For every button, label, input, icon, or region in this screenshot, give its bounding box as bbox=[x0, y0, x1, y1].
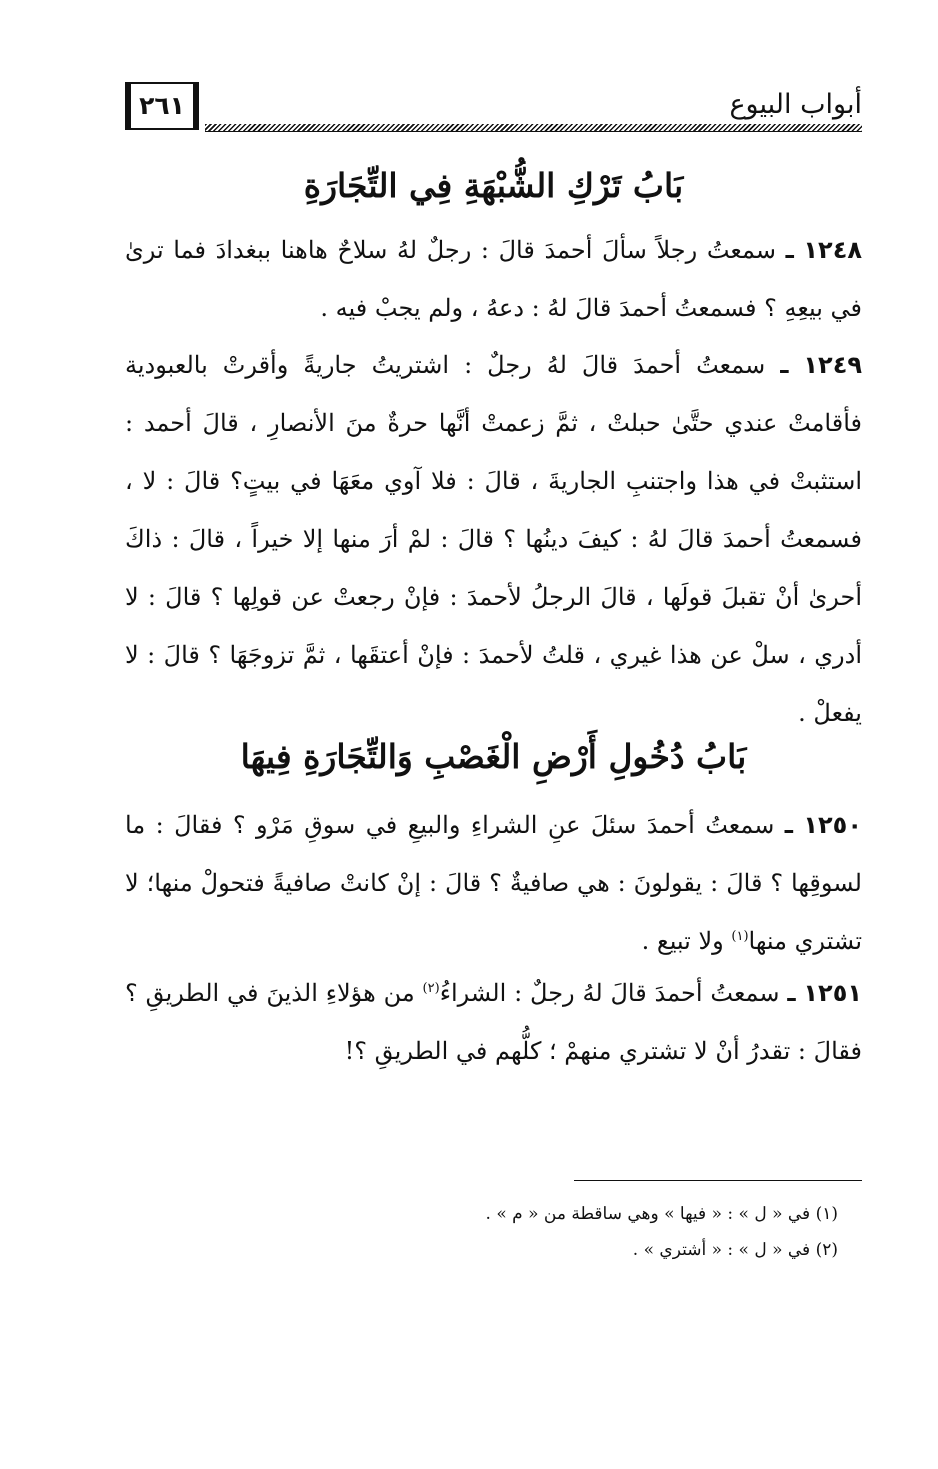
page-number: ٢٦١ bbox=[139, 91, 185, 120]
number-dash: ـ bbox=[787, 979, 796, 1007]
hadith-text: سمعتُ رجلاً سألَ أحمدَ قالَ : رجلٌ لهُ سلاحٌ هاهنا ببغدادَ فما ترىٰ في بيعِهِ ؟ فسمعتُ أحمدَ قالَ لهُ : دعهُ ، ولم يجبْ فيه . bbox=[125, 236, 862, 322]
hadith-text: سمعتُ أحمدَ قالَ لهُ رجلٌ : الشراءُ bbox=[439, 979, 780, 1007]
number-dash: ـ bbox=[780, 351, 789, 379]
running-header bbox=[125, 80, 862, 140]
hadith-text: سمعتُ أحمدَ سئلَ عنِ الشراءِ والبيعِ في سوقِ مَرْو ؟ فقالَ : ما لسوقِها ؟ قالَ : يقولونَ : هي صافيةٌ ؟ قالَ : إنْ كانتْ صافيةً فتحولْ منها؛ لا تشتري منها bbox=[125, 811, 862, 955]
number-dash: ـ bbox=[784, 811, 793, 839]
footnote: (١) في « ل » : « فيها » وهي ساقطة من « م » . bbox=[485, 1204, 838, 1224]
header-ornamental-rule bbox=[205, 124, 862, 132]
hadith-number: ١٢٥١ bbox=[803, 979, 862, 1007]
page-number-box bbox=[125, 82, 199, 130]
footnotes bbox=[238, 1196, 838, 1268]
hadith-entry bbox=[125, 796, 862, 970]
footnote-reference: (٢) bbox=[422, 981, 440, 996]
hadith-text: سمعتُ أحمدَ قالَ لهُ رجلٌ : اشتريتُ جاريةً وأقرتْ بالعبودية فأقامتْ عندي حتَّىٰ حبلتْ ، ثمَّ زعمتْ أنَّها حرةٌ منَ الأنصارِ ، قالَ أحمد : استثبتْ في هذا واجتنبِ الجاريةَ ، قالَ : فلا آوي معَهَا في بيتٍ؟ قالَ : لا ، فسمعتُ أحمدَ قالَ لهُ : كيفَ دينُها ؟ قالَ : لمْ أرَ منها إلا خيراً ، قالَ : ذاكَ أحرىٰ أنْ تقبلَ قولَها ، قالَ الرجلُ لأحمدَ : فإنْ رجعتْ عن قولِها ؟ قالَ : لا أدري ، سلْ عن هذا غيري ، قلتُ لأحمدَ : فإنْ أعتقَها ، ثمَّ تزوجَهَا ؟ قالَ : لا يفعلْ . bbox=[125, 351, 862, 727]
hadith-entry bbox=[125, 336, 862, 742]
hadith-number: ١٢٤٩ bbox=[803, 351, 862, 379]
number-dash: ـ bbox=[785, 236, 794, 264]
footnote-reference: (١) bbox=[731, 929, 749, 944]
chapter-title: بَابُ دُخُولِ أَرْضِ الْغَصْبِ وَالتِّجَارَةِ فِيهَا bbox=[240, 737, 747, 776]
footnote-separator bbox=[574, 1180, 862, 1181]
running-title: أبواب البيوع bbox=[729, 89, 862, 120]
hadith-text-continued: من هؤلاءِ الذينَ في الطريقِ ؟ فقالَ : تقدرُ أنْ لا تشتري منهمْ ؛ كلُّهم في الطريقِ ؟! bbox=[125, 979, 862, 1065]
chapter-title: بَابُ تَرْكِ الشُّبْهَةِ فِي التِّجَارَةِ bbox=[303, 166, 684, 205]
hadith-text-continued: ولا تبيع . bbox=[641, 927, 732, 955]
hadith-number: ١٢٥٠ bbox=[803, 811, 862, 839]
hadith-number: ١٢٤٨ bbox=[803, 236, 862, 264]
footnote: (٢) في « ل » : « أشتري » . bbox=[632, 1240, 838, 1260]
hadith-entry bbox=[125, 221, 862, 337]
hadith-entry bbox=[125, 964, 862, 1080]
